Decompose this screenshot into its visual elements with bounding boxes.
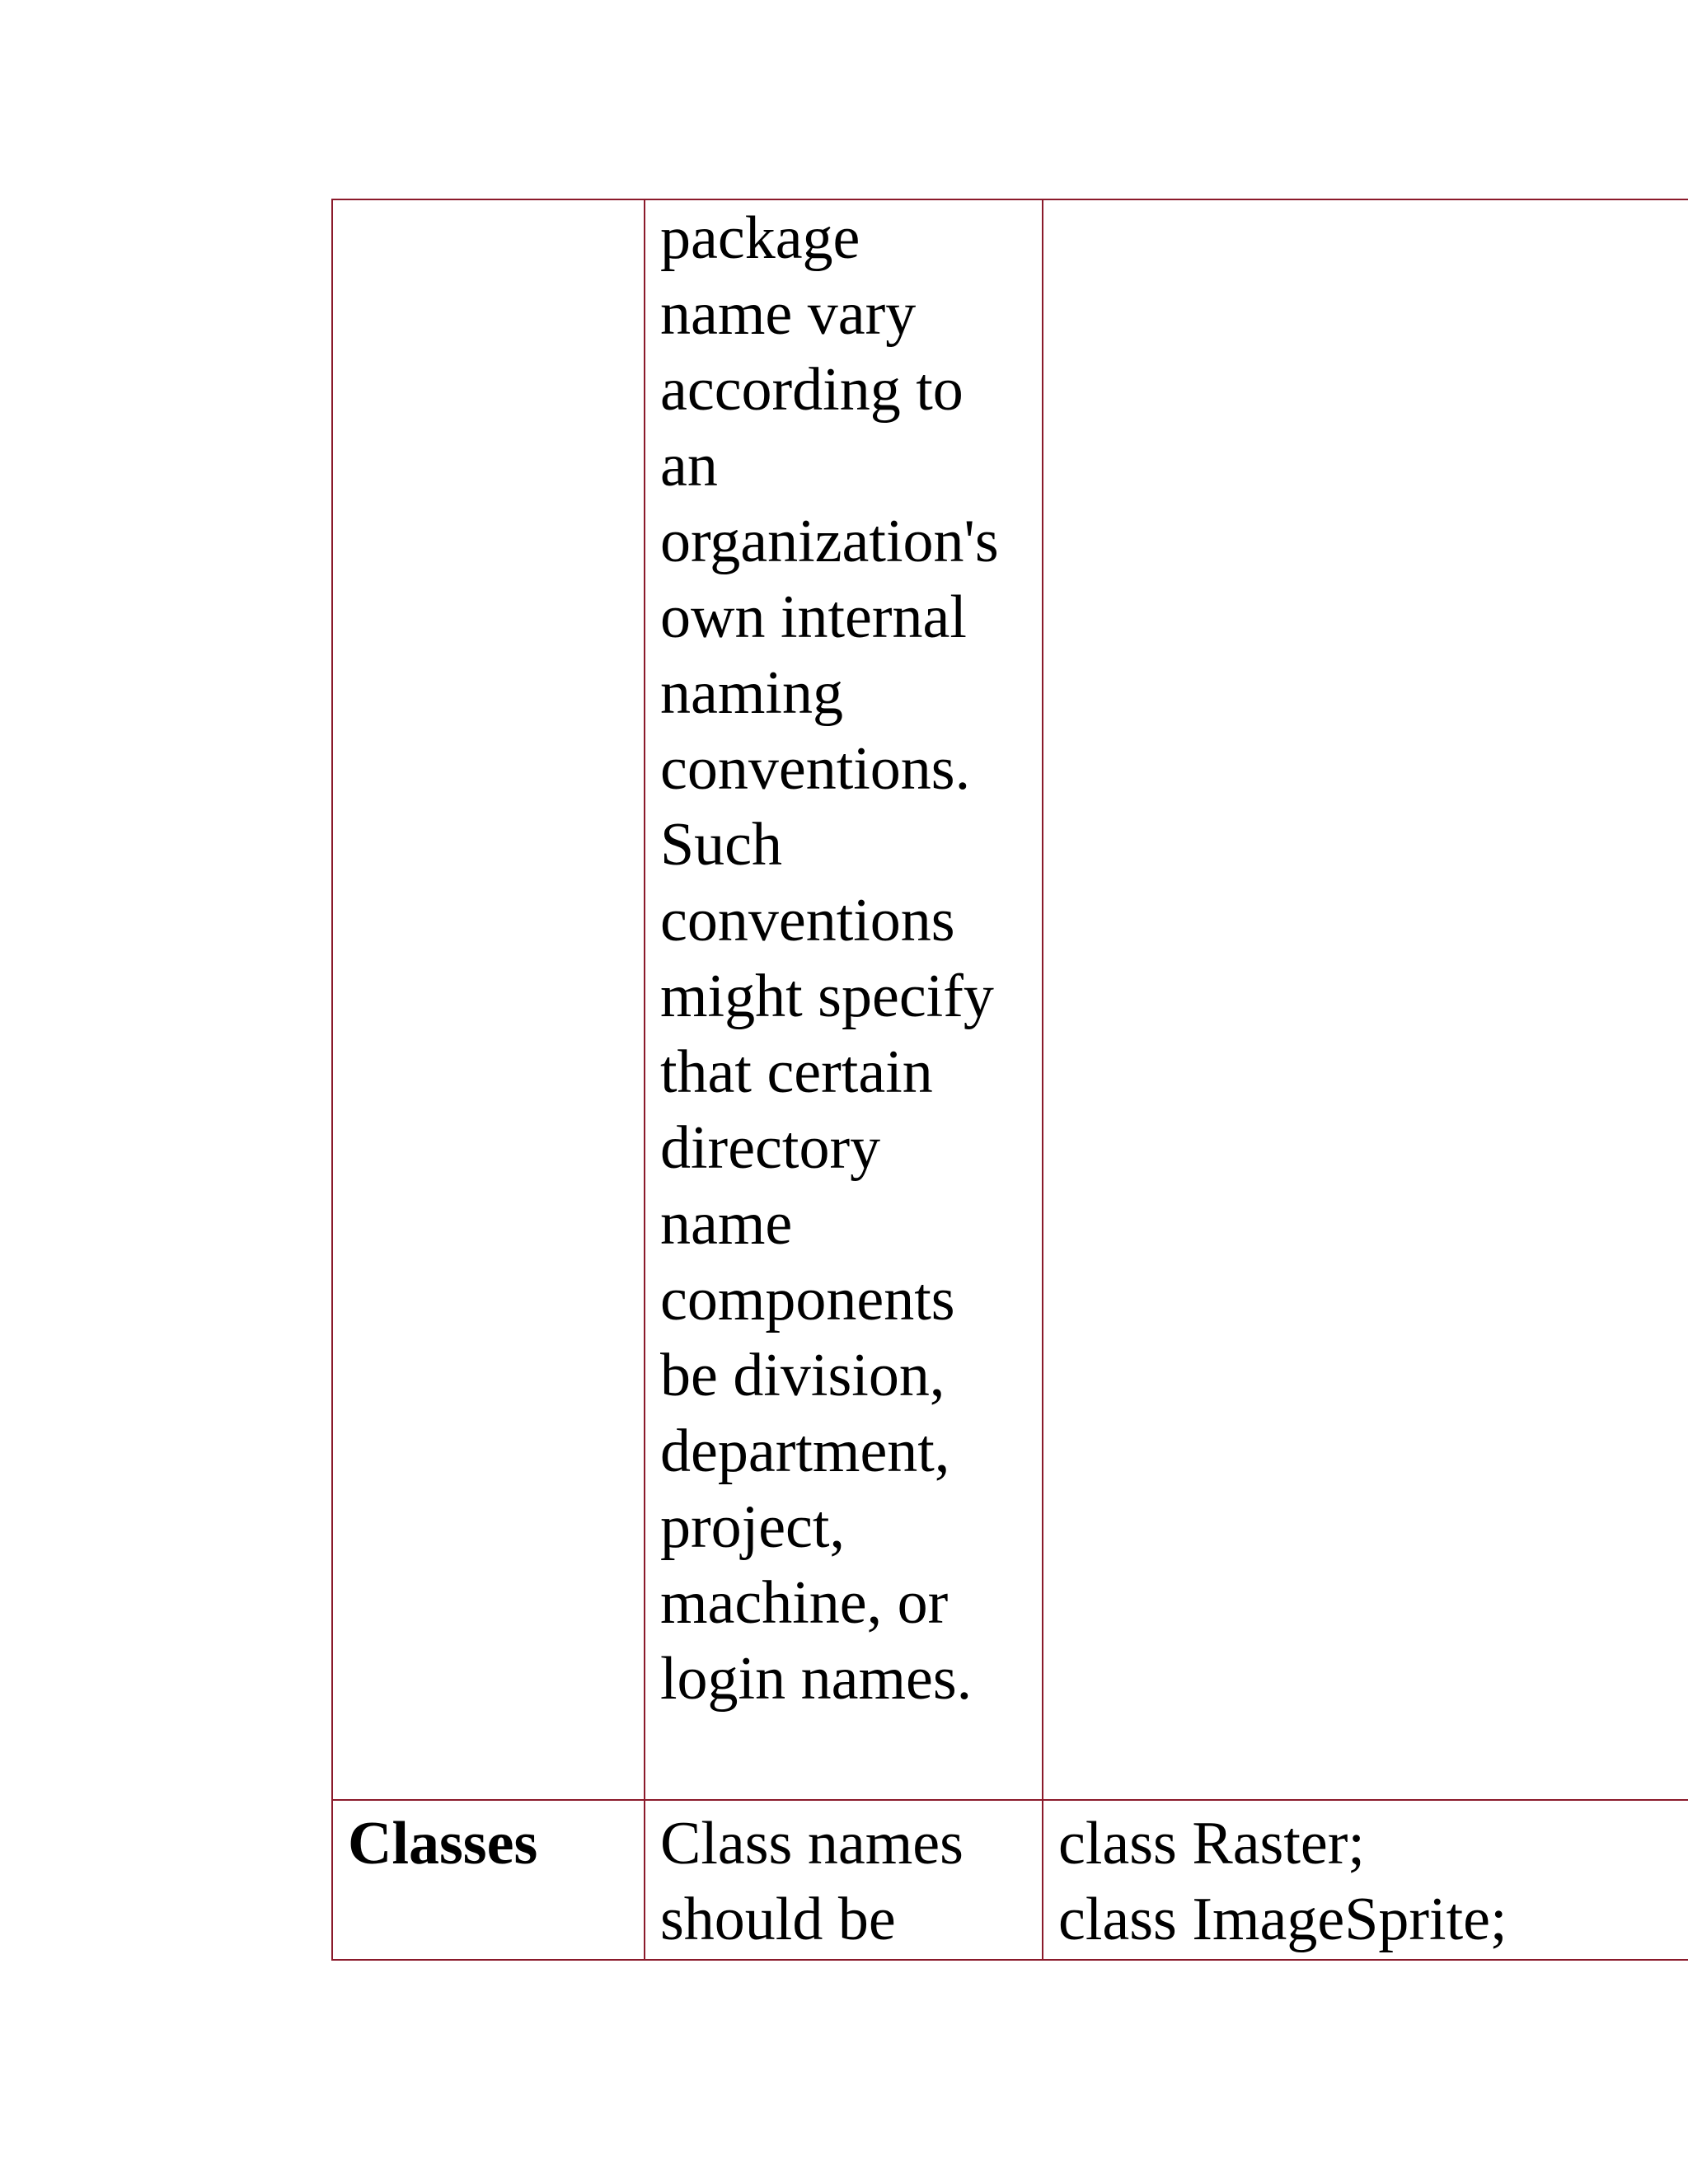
rules-text: package name vary according to an organization's own internal naming conventions. Such conventions might specify that certain directory name components be division, department, project, machine, or login names. <box>660 204 999 1713</box>
rules-cell <box>645 199 1043 1800</box>
rules-cell <box>645 1800 1043 1960</box>
examples-cell <box>1043 1800 1688 1960</box>
table-row <box>332 1800 1688 1960</box>
example-line: class ImageSprite; <box>1058 1886 1507 1953</box>
example-line: class Raster; <box>1058 1810 1365 1877</box>
identifier-type-cell <box>332 1800 645 1960</box>
rules-text: Class names should be <box>660 1810 964 1953</box>
identifier-type-label: Classes <box>348 1810 538 1877</box>
naming-conventions-table <box>331 199 1688 1961</box>
examples-cell <box>1043 199 1688 1800</box>
table-row <box>332 199 1688 1800</box>
identifier-type-cell <box>332 199 645 1800</box>
